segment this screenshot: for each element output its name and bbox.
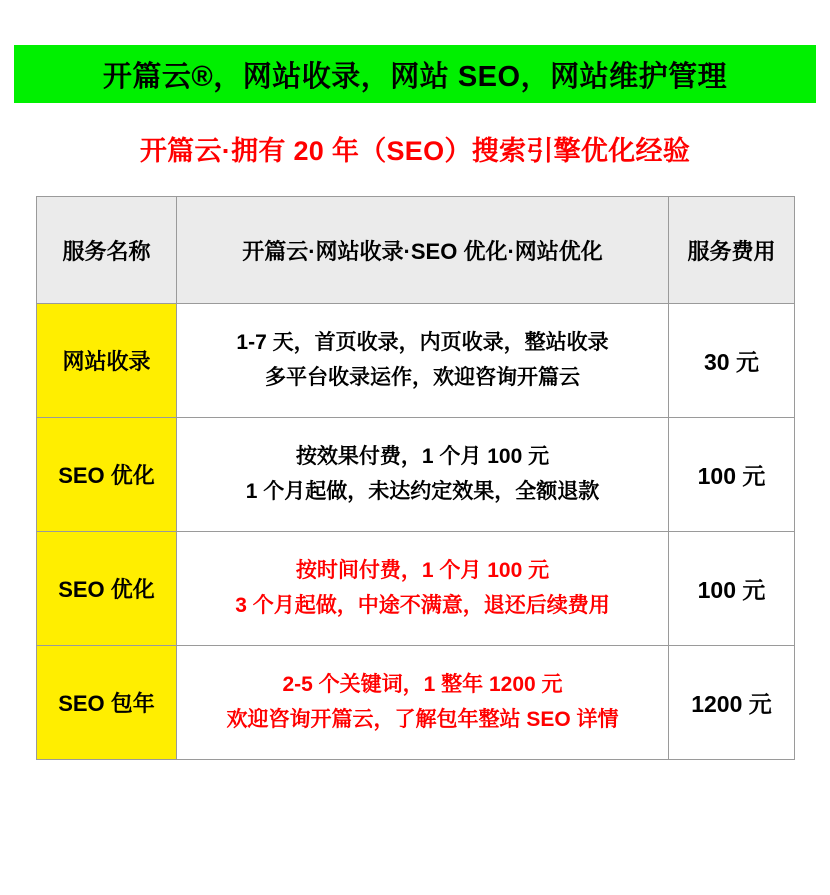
service-name: SEO 包年 xyxy=(37,646,177,760)
table-row xyxy=(37,304,795,418)
service-fee: 30 元 xyxy=(669,304,795,418)
table-body xyxy=(37,304,795,760)
page-subtitle: 开篇云·拥有 20 年（SEO）搜索引擎优化经验 xyxy=(139,136,691,166)
service-description-line-1: 按效果付费，1 个月 100 元 xyxy=(295,445,550,469)
service-description xyxy=(177,646,669,760)
service-name: SEO 优化 xyxy=(37,418,177,532)
service-description-line-2: 欢迎咨询开篇云，了解包年整站 SEO 详情 xyxy=(226,707,619,731)
service-description-line-2: 3 个月起做，中途不满意，退还后续费用 xyxy=(235,593,610,617)
service-description xyxy=(177,418,669,532)
service-description-line-2: 1 个月起做，未达约定效果，全额退款 xyxy=(245,479,600,503)
service-description-line-2: 多平台收录运作，欢迎咨询开篇云 xyxy=(265,365,580,389)
table-row xyxy=(37,532,795,646)
service-fee: 100 元 xyxy=(669,418,795,532)
pricing-table xyxy=(36,196,795,760)
service-description-line-1: 2-5 个关键词，1 整年 1200 元 xyxy=(282,673,563,697)
header-banner xyxy=(14,45,816,103)
table-header xyxy=(37,197,795,304)
table-header-row xyxy=(37,197,795,304)
table-row xyxy=(37,418,795,532)
column-header-service-fee: 服务费用 xyxy=(669,197,795,304)
service-fee: 100 元 xyxy=(669,532,795,646)
service-fee: 1200 元 xyxy=(669,646,795,760)
service-name: SEO 优化 xyxy=(37,532,177,646)
banner-title: 开篇云®，网站收录，网站 SEO，网站维护管理 xyxy=(102,60,728,93)
service-description xyxy=(177,304,669,418)
service-description-line-1: 按时间付费，1 个月 100 元 xyxy=(295,559,550,583)
service-description-line-1: 1-7 天，首页收录，内页收录，整站收录 xyxy=(236,331,609,355)
pricing-table-wrapper xyxy=(36,196,794,760)
table-row xyxy=(37,646,795,760)
service-description xyxy=(177,532,669,646)
pricing-page xyxy=(0,45,830,895)
column-header-service-name: 服务名称 xyxy=(37,197,177,304)
column-header-service-detail: 开篇云·网站收录·SEO 优化·网站优化 xyxy=(177,197,669,304)
service-name: 网站收录 xyxy=(37,304,177,418)
